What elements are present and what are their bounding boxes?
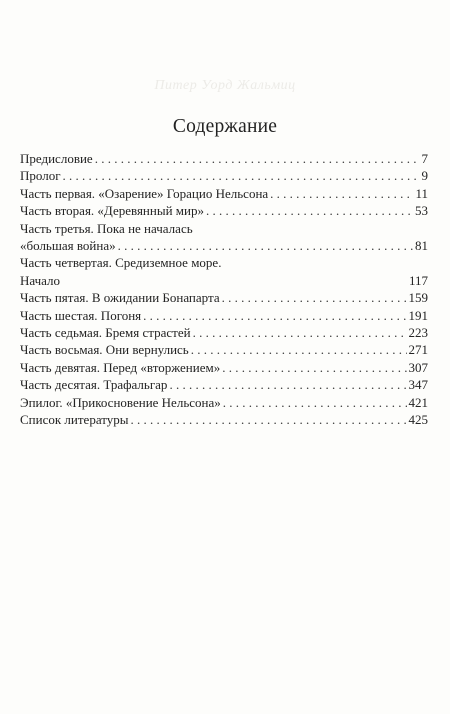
- toc-entry-page: 425: [408, 412, 428, 428]
- toc-entry: [20, 394, 428, 411]
- toc-entry-page: 117: [408, 272, 428, 288]
- toc-entry-page: 223: [408, 325, 428, 341]
- toc-entry-page: 11: [415, 185, 428, 201]
- toc-leader-dots: [118, 237, 413, 254]
- toc-entry: [20, 167, 428, 184]
- toc-entry-label: Часть десятая. Трафальгар: [20, 377, 168, 393]
- toc-entry: [20, 376, 428, 393]
- toc-entry: [20, 341, 428, 358]
- toc-entry-label: Список литературы: [20, 412, 129, 428]
- toc-entry-label: Часть первая. «Озарение» Горацио Нельсона: [20, 185, 269, 201]
- toc-entry: [20, 307, 428, 324]
- toc-entry-label: Часть восьмая. Они вернулись: [20, 342, 189, 358]
- toc-entry: [20, 254, 428, 271]
- toc-entry: [20, 202, 428, 219]
- toc-leader-dots: [223, 394, 407, 411]
- toc-entry: [20, 220, 428, 237]
- toc-entry-label: Эпилог. «Прикосновение Нельсона»: [20, 394, 221, 410]
- toc-entry-label: Часть вторая. «Деревянный мир»: [20, 203, 204, 219]
- toc-entry-page: 191: [408, 307, 428, 323]
- toc-entry-label: Часть шестая. Погоня: [20, 307, 142, 323]
- toc-leader-dots: [206, 202, 413, 219]
- toc-entry: [20, 289, 428, 306]
- toc-entry-label: Пролог: [20, 168, 61, 184]
- toc-entry: [20, 185, 428, 202]
- page-title: Содержание: [172, 116, 278, 137]
- toc-leader-dots: [143, 307, 406, 324]
- toc-entry-page: 53: [415, 203, 428, 219]
- toc-entry-page: 9: [421, 168, 428, 184]
- toc-leader-dots: [270, 185, 413, 202]
- toc-leader-dots: [63, 167, 420, 184]
- toc-entry: [20, 272, 428, 289]
- toc-leader-dots: [222, 289, 407, 306]
- toc-entry-label: Часть четвертая. Средиземное море.: [20, 255, 222, 271]
- toc-entry: [20, 150, 428, 167]
- bleed-through-header: Питер Уорд Жальмиц: [154, 78, 296, 93]
- toc-leader-dots: [95, 150, 420, 167]
- toc-leader-dots: [169, 376, 406, 393]
- toc-entry-label: Часть пятая. В ожидании Бонапарта: [20, 290, 220, 306]
- toc-entry-page: 7: [421, 151, 428, 166]
- toc-entry-page: 81: [415, 238, 428, 254]
- toc-leader-dots: [193, 324, 407, 341]
- toc-entry: [20, 411, 428, 428]
- toc-entry-page: 159: [408, 290, 428, 306]
- toc-entry-label: Часть седьмая. Бремя страстей: [20, 325, 191, 341]
- toc-entry: [20, 359, 428, 376]
- toc-entry: [20, 324, 428, 341]
- toc-entry-label: «большая война»: [20, 238, 116, 254]
- toc-entry-label: Начало: [20, 272, 61, 288]
- toc-leader-dots: [131, 411, 407, 428]
- toc-entry-label: Часть третья. Пока не началась: [20, 220, 193, 236]
- table-of-contents: [20, 150, 428, 429]
- toc-entry-page: 307: [408, 359, 428, 375]
- toc-entry-page: 421: [408, 394, 428, 410]
- toc-entry-label: Предисловие: [20, 151, 93, 166]
- toc-entry: [20, 237, 428, 254]
- toc-leader-dots: [191, 341, 407, 358]
- toc-entry-page: 271: [408, 342, 428, 358]
- toc-entry-label: Часть девятая. Перед «вторжением»: [20, 359, 221, 375]
- toc-leader-dots: [222, 359, 406, 376]
- toc-entry-page: 347: [408, 377, 428, 393]
